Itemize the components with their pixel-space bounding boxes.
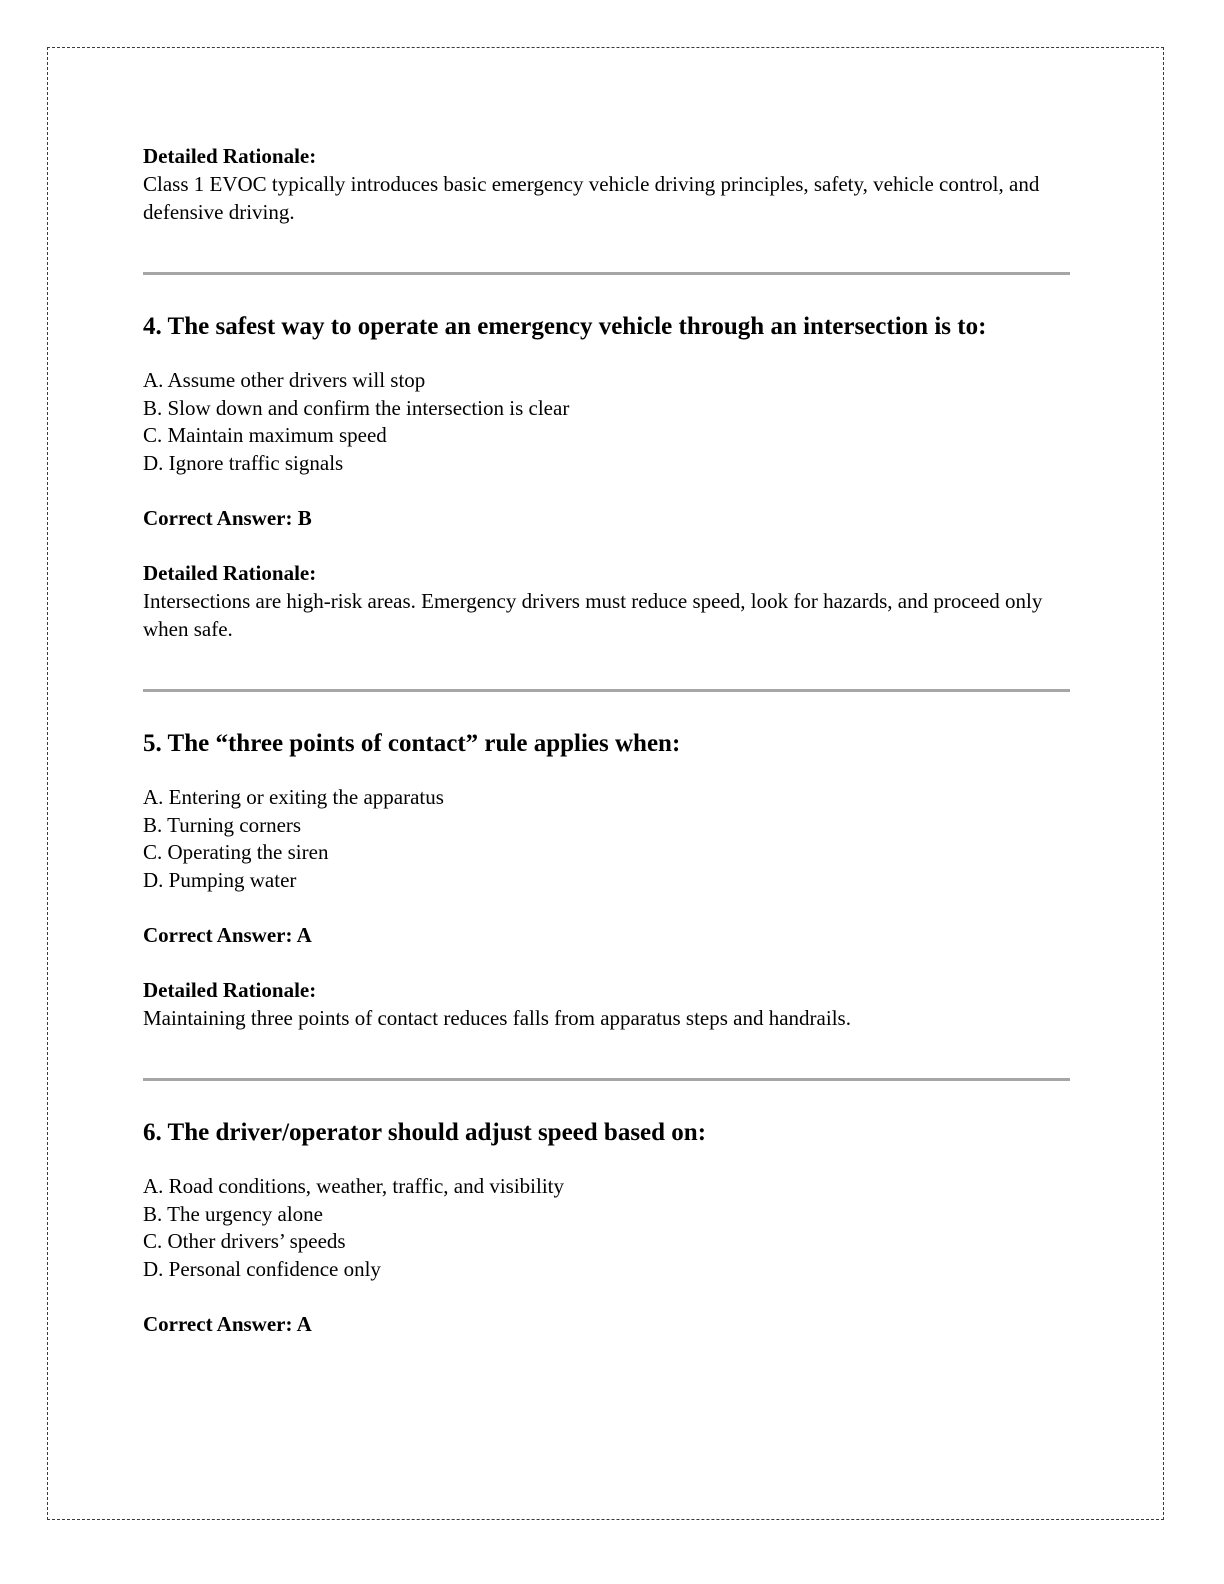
rationale-text: Class 1 EVOC typically introduces basic emergency vehicle driving principles, safety, vehicle control, and defensive driving. (143, 172, 1040, 224)
option-b: B. Turning corners (143, 812, 302, 837)
section-divider (143, 1078, 1070, 1081)
option-b: B. Slow down and confirm the intersection is clear (143, 395, 570, 420)
question-5 (143, 728, 1073, 1032)
rationale-text: Maintaining three points of contact reduces falls from apparatus steps and handrails. (143, 1006, 851, 1030)
rationale-label: Detailed Rationale: (143, 144, 317, 168)
answer-options (143, 1173, 1073, 1283)
question-title: 6. The driver/operator should adjust speed based on: (143, 1119, 707, 1146)
document-content (143, 142, 1073, 1338)
option-a: A. Assume other drivers will stop (143, 368, 426, 392)
option-a: A. Road conditions, weather, traffic, and visibility (143, 1174, 565, 1198)
option-c: C. Operating the siren (143, 840, 329, 864)
question-title: 4. The safest way to operate an emergency vehicle through an intersection is to: (143, 313, 987, 340)
option-d: D. Personal confidence only (143, 1256, 381, 1281)
option-c: C. Other drivers’ speeds (143, 1229, 346, 1253)
question-4 (143, 311, 1073, 643)
option-b: B. The urgency alone (143, 1201, 324, 1226)
correct-answer: Correct Answer: A (143, 923, 312, 947)
question-title: 5. The “three points of contact” rule applies when: (143, 730, 681, 757)
option-c: C. Maintain maximum speed (143, 423, 387, 447)
answer-options (143, 367, 1073, 477)
section-divider (143, 689, 1070, 692)
answer-options (143, 784, 1073, 894)
section-divider (143, 272, 1070, 275)
option-a: A. Entering or exiting the apparatus (143, 785, 444, 809)
correct-answer: Correct Answer: B (143, 506, 312, 530)
rationale-text: Intersections are high-risk areas. Emergency drivers must reduce speed, look for hazards, and proceed only when safe. (143, 589, 1043, 641)
rationale-label: Detailed Rationale: (143, 978, 317, 1002)
correct-answer: Correct Answer: A (143, 1312, 312, 1336)
option-d: D. Ignore traffic signals (143, 450, 344, 475)
question-6 (143, 1117, 1073, 1338)
rationale-label: Detailed Rationale: (143, 561, 317, 585)
option-d: D. Pumping water (143, 867, 297, 892)
